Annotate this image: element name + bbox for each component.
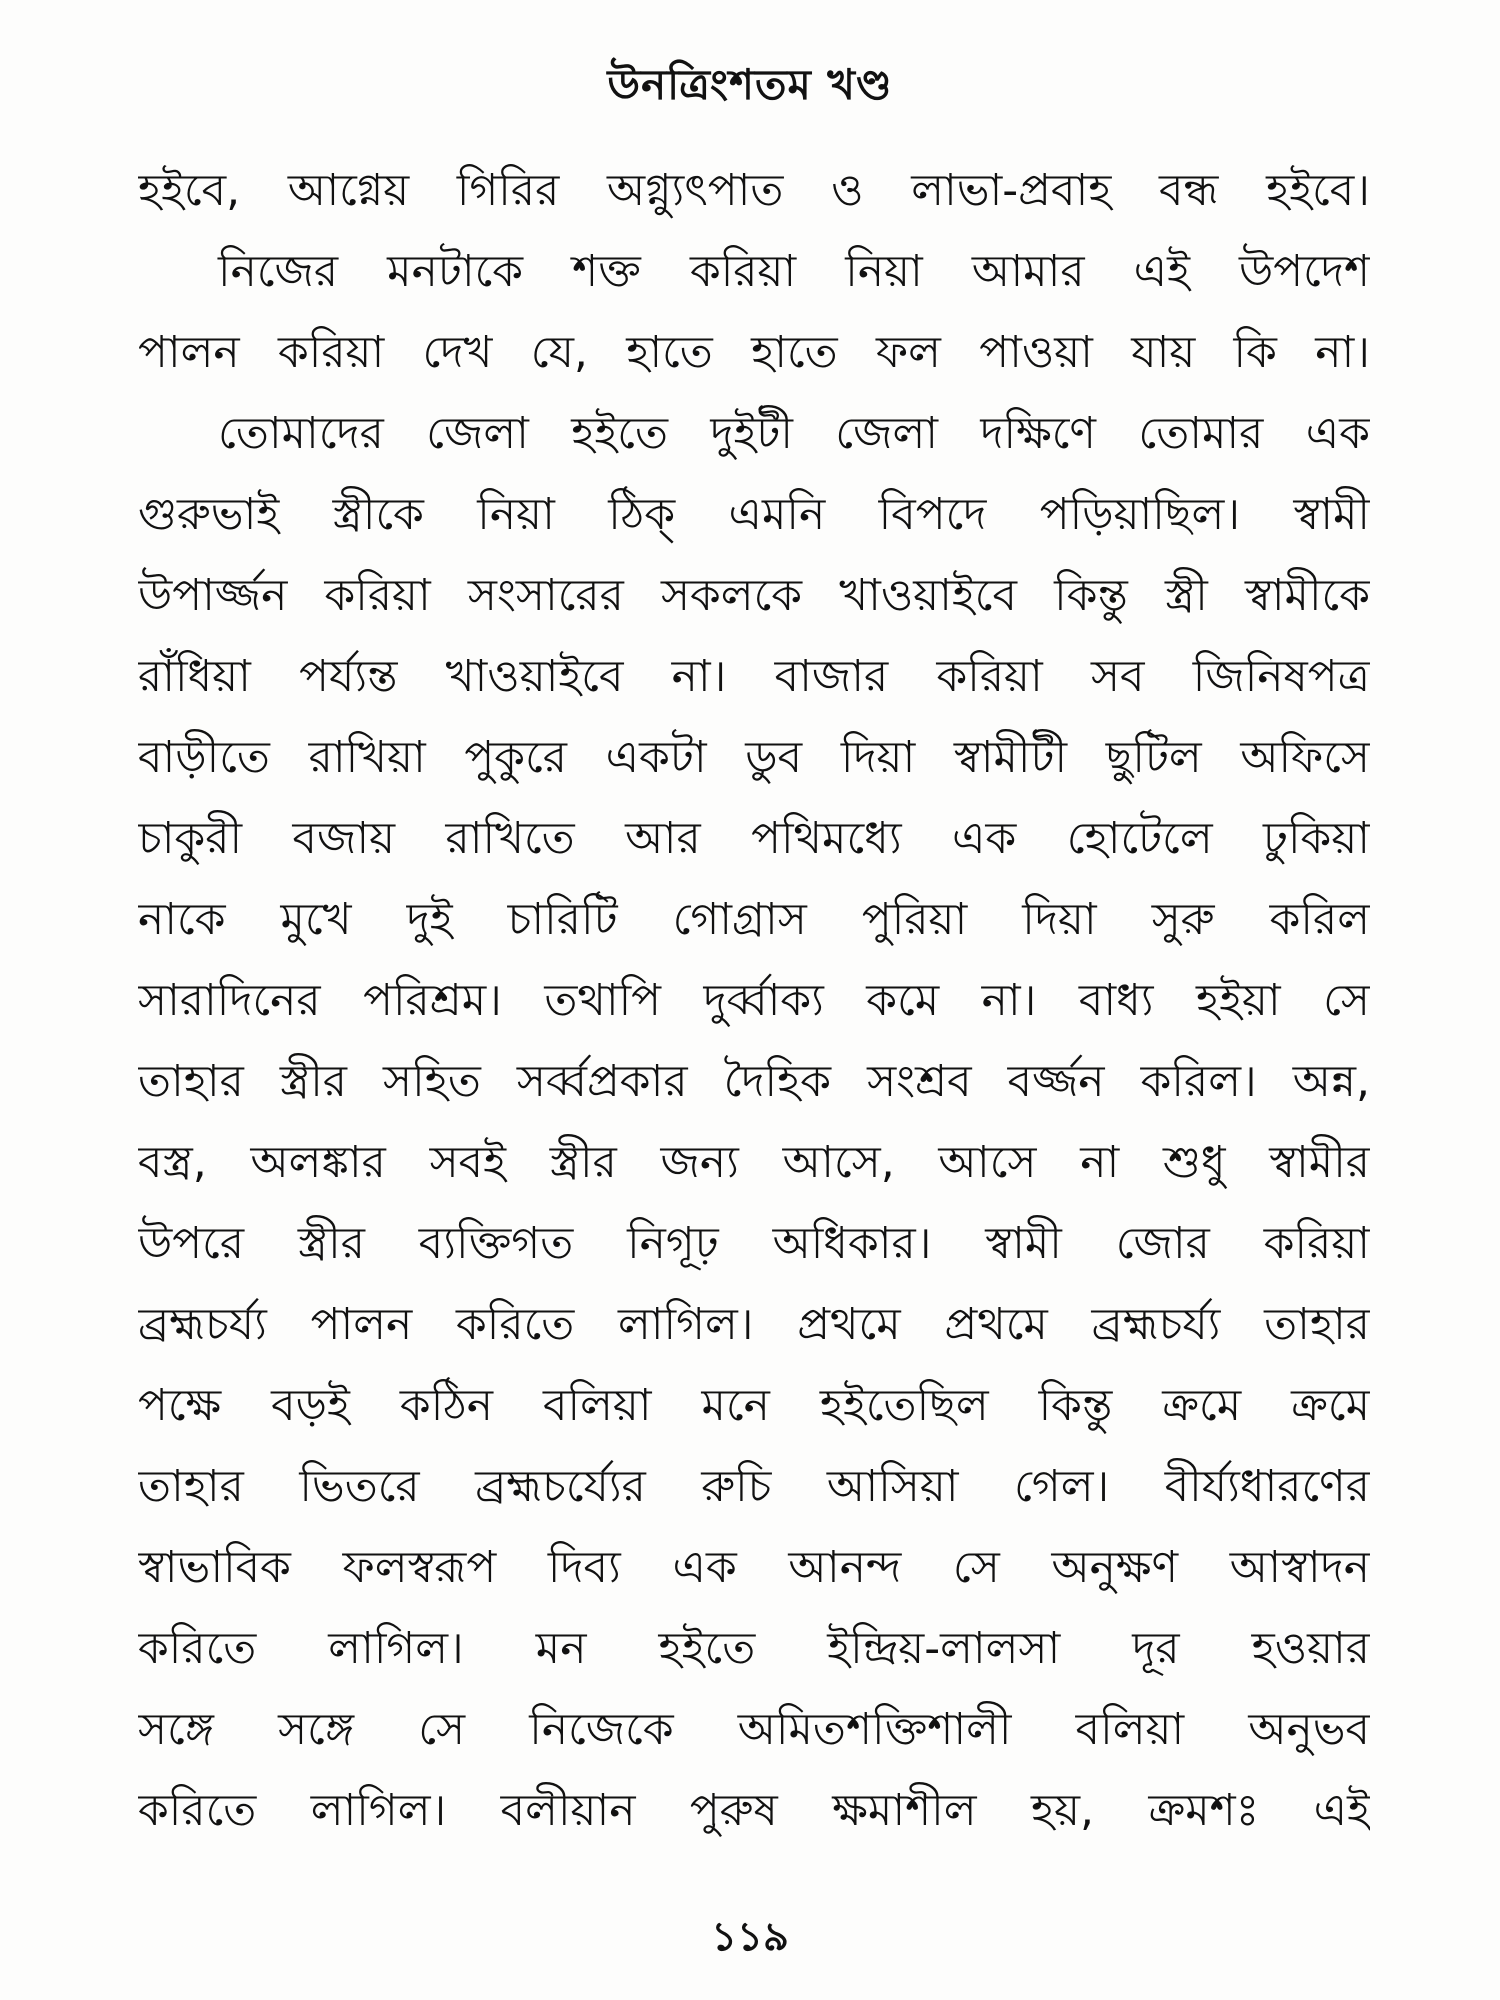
text-line: নিজের মনটাকে শক্ত করিয়া নিয়া আমার এই উপদেশ (218, 246, 1370, 297)
text-line: রাঁধিয়া পর্য্যন্ত খাওয়াইবে না। বাজার করিয়া সব জিনিষপত্র (138, 651, 1370, 702)
text-line: তাহার ভিতরে ব্রহ্মচর্য্যের রুচি আসিয়া গেল। বীর্য্যধারণের (138, 1461, 1370, 1512)
running-head: উনত্রিংশতম খণ্ড (607, 60, 893, 109)
text-line: করিতে লাগিল। মন হইতে ইন্দ্রিয়-লালসা দূর হওয়ার (138, 1623, 1370, 1674)
text-line: গুরুভাই স্ত্রীকে নিয়া ঠিক্ এমনি বিপদে পড়িয়াছিল। স্বামী (138, 489, 1370, 540)
text-line: বাড়ীতে রাখিয়া পুকুরে একটা ডুব দিয়া স্বামীটী ছুটিল অফিসে (138, 732, 1370, 783)
text-line: নাকে মুখে দুই চারিটি গোগ্রাস পুরিয়া দিয়া সুরু করিল (138, 894, 1370, 945)
text-line: চাকুরী বজায় রাখিতে আর পথিমধ্যে এক হোটেলে ঢুকিয়া (138, 813, 1370, 864)
page-number: ১১৯ (711, 1914, 789, 1960)
text-line: উপার্জ্জন করিয়া সংসারের সকলকে খাওয়াইবে কিন্তু স্ত্রী স্বামীকে (138, 570, 1370, 621)
text-line: তাহার স্ত্রীর সহিত সর্ব্বপ্রকার দৈহিক সংশ্রব বর্জ্জন করিল। অন্ন, (138, 1056, 1370, 1107)
text-line: তোমাদের জেলা হইতে দুইটী জেলা দক্ষিণে তোমার এক (218, 408, 1370, 459)
text-line: করিতে লাগিল। বলীয়ান পুরুষ ক্ষমাশীল হয়, ক্রমশঃ এই (138, 1785, 1370, 1836)
text-line: পক্ষে বড়ই কঠিন বলিয়া মনে হইতেছিল কিন্তু ক্রমে ক্রমে (138, 1380, 1370, 1431)
text-line: হইবে, আগ্নেয় গিরির অগ্ন্যুৎপাত ও লাভা-প্রবাহ বন্ধ হইবে। (138, 165, 1370, 216)
text-line: স্বাভাবিক ফলস্বরূপ দিব্য এক আনন্দ সে অনুক্ষণ আস্বাদন (138, 1542, 1370, 1593)
body-text (138, 150, 1370, 1851)
text-line: পালন করিয়া দেখ যে, হাতে হাতে ফল পাওয়া যায় কি না। (138, 327, 1370, 378)
text-line: সারাদিনের পরিশ্রম। তথাপি দুর্ব্বাক্য কমে না। বাধ্য হইয়া সে (138, 975, 1370, 1026)
text-line: ব্রহ্মচর্য্য পালন করিতে লাগিল। প্রথমে প্রথমে ব্রহ্মচর্য্য তাহার (138, 1299, 1370, 1350)
text-line: উপরে স্ত্রীর ব্যক্তিগত নিগূঢ় অধিকার। স্বামী জোর করিয়া (138, 1218, 1370, 1269)
text-line: সঙ্গে সঙ্গে সে নিজেকে অমিতশক্তিশালী বলিয়া অনুভব (138, 1704, 1370, 1755)
text-line: বস্ত্র, অলঙ্কার সবই স্ত্রীর জন্য আসে, আসে না শুধু স্বামীর (138, 1137, 1370, 1188)
